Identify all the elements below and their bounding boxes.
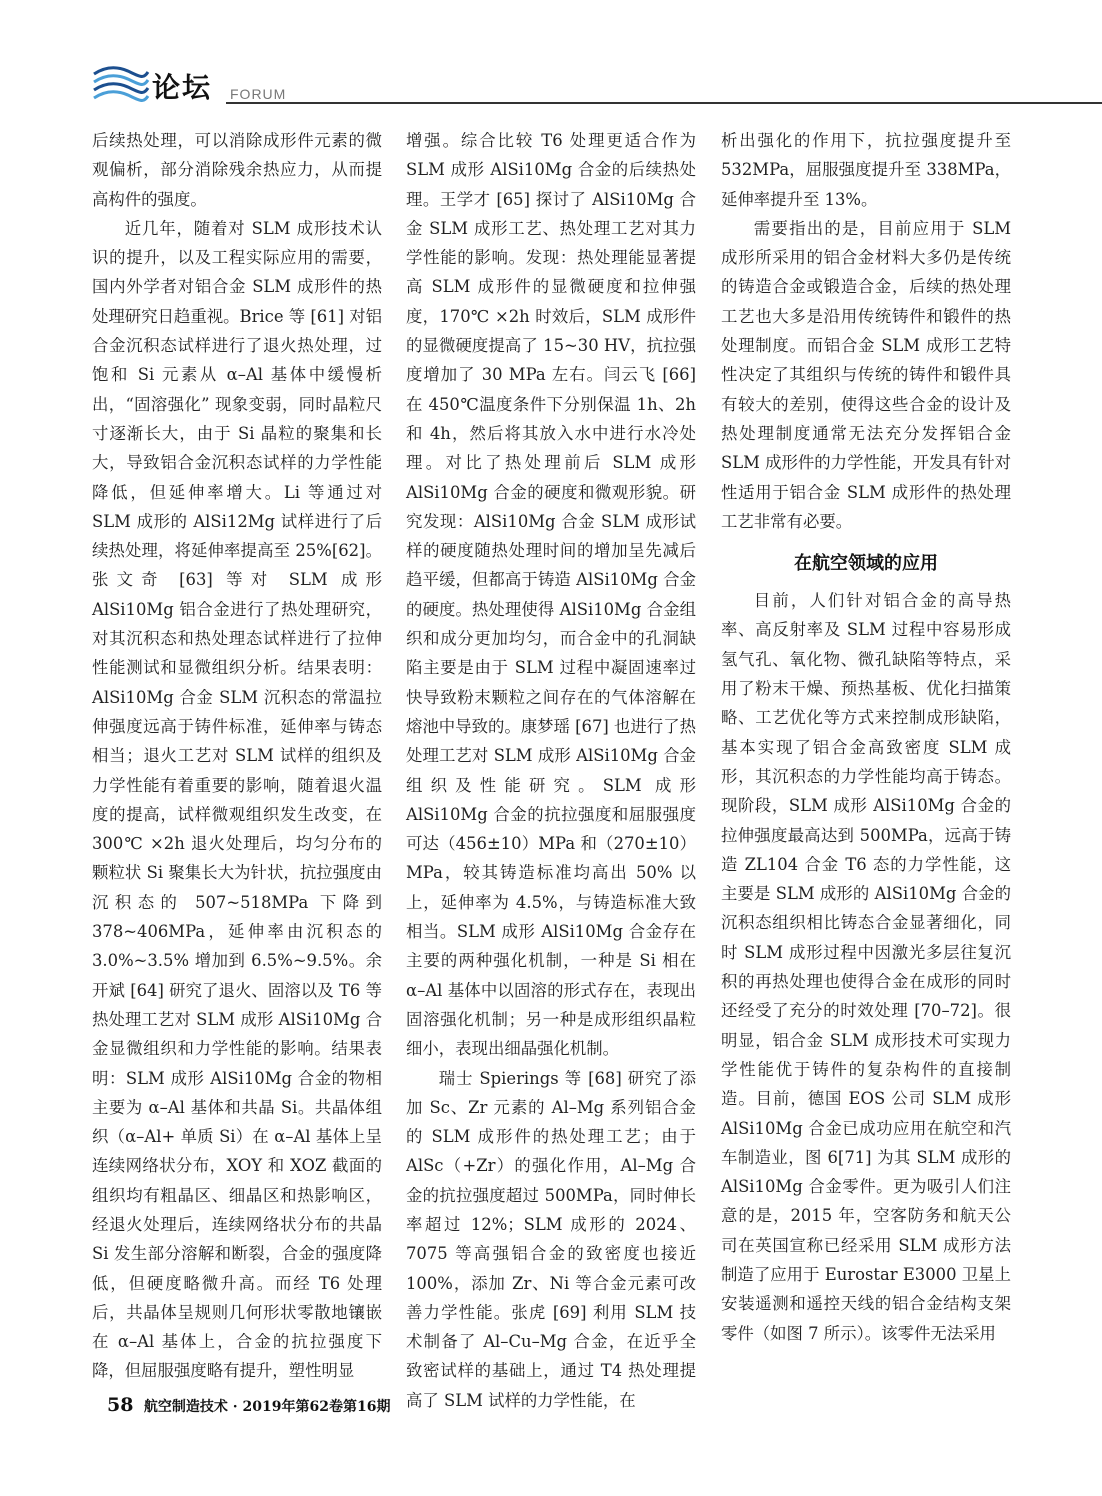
text-column-1 xyxy=(92,126,382,1381)
paragraph: 近几年，随着对 SLM 成形技术认识的提升，以及工程实际应用的需要，国内外学者对铝合金 SLM 成形件的热处理研究日趋重视。Brice 等 [61] 对铝合金沉积态试样进行了退火热处理，过饱和 Si 元素从 α–Al 基体中缓慢析出，“固溶强化” 现象变弱，同时晶粒尺寸逐渐长大，由于 Si 晶粒的聚集和长大，导致铝合金沉积态试样的力学性能降低，但延伸率增大。Li 等通过对 SLM 成形的 AlSi12Mg 试样进行了后续热处理，将延伸率提高至 25%[62]。张文奇 [63] 等对 SLM 成形 AlSi10Mg 铝合金进行了热处理研究，对其沉积态和热处理态试样进行了拉伸性能测试和显微组织分析。结果表明：AlSi10Mg 合金 SLM 沉积态的常温拉伸强度远高于铸件标准，延伸率与铸态相当；退火工艺对 SLM 试样的组织及力学性能有着重要的影响，随着退火温度的提高，试样微观组织发生改变，在 300℃ ×2h 退火处理后，均匀分布的颗粒状 Si 聚集长大为针状，抗拉强度由沉积态的 507~518MPa 下降到 378~406MPa，延伸率由沉积态的 3.0%~3.5% 增加到 6.5%~9.5%。余开斌 [64] 研究了退火、固溶以及 T6 等热处理工艺对 SLM 成形 AlSi10Mg 合金显微组织和力学性能的影响。结果表明：SLM 成形 AlSi10Mg 合金的物相主要为 α–Al 基体和共晶 Si。共晶体组织（α–Al+ 单质 Si）在 α–Al 基体上呈连续网络状分布，XOY 和 XOZ 截面的组织均有粗晶区、细晶区和热影响区，经退火处理后，连续网络状分布的共晶 Si 发生部分溶解和断裂，合金的强度降低，但硬度略微升高。而经 T6 处理后，共晶体呈规则几何形状零散地镶嵌在 α–Al 基体上，合金的抗拉强度下降，但屈服强度略有提升，塑性明显 xyxy=(92,218,382,1381)
paragraph: 目前，人们针对铝合金的高导热率、高反射率及 SLM 过程中容易形成氢气孔、氧化物、微孔缺陷等特点，采用了粉末干燥、预热基板、优化扫描策略、工艺优化等方式来控制成形缺陷，基本实现了铝合金高致密度 SLM 成形，其沉积态的力学性能均高于铸态。现阶段，SLM 成形 AlSi10Mg 合金的拉伸强度最高达到 500MPa，远高于铸造 ZL104 合金 T6 态的力学性能，这主要是 SLM 成形的 AlSi10Mg 合金的沉积态组织相比铸态合金显著细化，同时 SLM 成形过程中因激光多层往复沉积的再热处理也使得合金在成形的同时还经受了充分的时效处理 [70–72]。很明显，铝合金 SLM 成形技术可实现力学性能优于铸件的复杂构件的直接制造。目前，德国 EOS 公司 SLM 成形 AlSi10Mg 合金已成功应用在航空和汽车制造业，图 6[71] 为其 SLM 成形的 AlSi10Mg 合金零件。更为吸引人们注意的是，2015 年，空客防务和航天公司在英国宣称已经采用 SLM 成形方法制造了应用于 Eurostar E3000 卫星上安装遥测和遥控天线的铝合金结构支架零件（如图 7 所示）。该零件无法采用 xyxy=(721,591,1011,1343)
paragraph: 瑞士 Spierings 等 [68] 研究了添加 Sc、Zr 元素的 Al–Mg 系列铝合金的 SLM 成形件的热处理工艺；由于 AlSc（+Zr）的强化作用，Al–Mg 合金的抗拉强度超过 500MPa，同时伸长率超过 12%；SLM 成形的 2024、7075 等高强铝合金的致密度也接近 100%，添加 Zr、Ni 等合金元素可改善力学性能。张虎 [69] 利用 SLM 技术制备了 Al–Cu–Mg 合金，在近乎全致密试样的基础上，通过 T4 热处理提高了 SLM 试样的力学性能，在 xyxy=(406,1068,696,1410)
text-column-3 xyxy=(721,126,1011,1381)
section-heading: 在航空领域的应用 xyxy=(794,553,938,575)
wave-logo-icon xyxy=(92,64,148,104)
paragraph: 增强。综合比较 T6 处理更适合作为 SLM 成形 AlSi10Mg 合金的后续热处理。王学才 [65] 探讨了 AlSi10Mg 合金 SLM 成形工艺、热处理工艺对其力学性能的影响。发现：热处理能显著提高 SLM 成形件的显微硬度和拉伸强度，170℃ ×2h 时效后，SLM 成形件的显微硬度提高了 15~30 HV，抗拉强度增加了 30 MPa 左右。闫云飞 [66] 在 450℃温度条件下分别保温 1h、2h 和 4h，然后将其放入水中进行水冷处理。对比了热处理前后 SLM 成形 AlSi10Mg 合金的硬度和微观形貌。研究发现：AlSi10Mg 合金 SLM 成形试样的硬度随热处理时间的增加呈先减后趋平缓，但都高于铸造 AlSi10Mg 合金的硬度。热处理使得 AlSi10Mg 合金组织和成分更加均匀，而合金中的孔洞缺陷主要是由于 SLM 过程中凝固速率过快导致粉末颗粒之间存在的气体溶解在熔池中导致的。康梦瑶 [67] 也进行了热处理工艺对 SLM 成形 AlSi10Mg 合金组织及性能研究。SLM 成形 AlSi10Mg 合金的抗拉强度和屈服强度可达（456±10）MPa 和（270±10）MPa，较其铸造标准均高出 50% 以上，延伸率为 4.5%，与铸造标准大致相当。SLM 成形 AlSi10Mg 合金存在主要的两种强化机制，一种是 Si 相在 α–Al 基体中以固溶的形式存在，表现出固溶强化机制；另一种是成形组织晶粒细小，表现出细晶强化机制。 xyxy=(406,131,696,1059)
page-header xyxy=(86,62,1102,108)
section-title: 论坛 xyxy=(152,71,213,104)
paragraph: 析出强化的作用下，抗拉强度提升至 532MPa，屈服强度提升至 338MPa，延伸率提升至 13%。 xyxy=(721,131,1011,209)
page-footer xyxy=(107,1394,390,1416)
paragraph: 需要指出的是，目前应用于 SLM 成形所采用的铝合金材料大多仍是传统的铸造合金或锻造合金，后续的热处理工艺也大多是沿用传统铸件和锻件的热处理制度。而铝合金 SLM 成形工艺特性决定了其组织与传统的铸件和锻件具有较大的差别，使得这些合金的设计及热处理制度通常无法充分发挥铝合金 SLM 成形件的力学性能，开发具有针对性适用于铝合金 SLM 成形件的热处理工艺非常有必要。 xyxy=(721,218,1011,531)
text-column-2 xyxy=(406,126,696,1410)
paragraph: 后续热处理，可以消除成形件元素的微观偏析，部分消除残余热应力，从而提高构件的强度。 xyxy=(92,131,382,209)
header-divider xyxy=(226,102,1102,104)
journal-info: 航空制造技术 · 2019年第62卷第16期 xyxy=(143,1399,391,1415)
section-subtitle: FORUM xyxy=(230,86,287,102)
page-number: 58 xyxy=(107,1394,134,1416)
